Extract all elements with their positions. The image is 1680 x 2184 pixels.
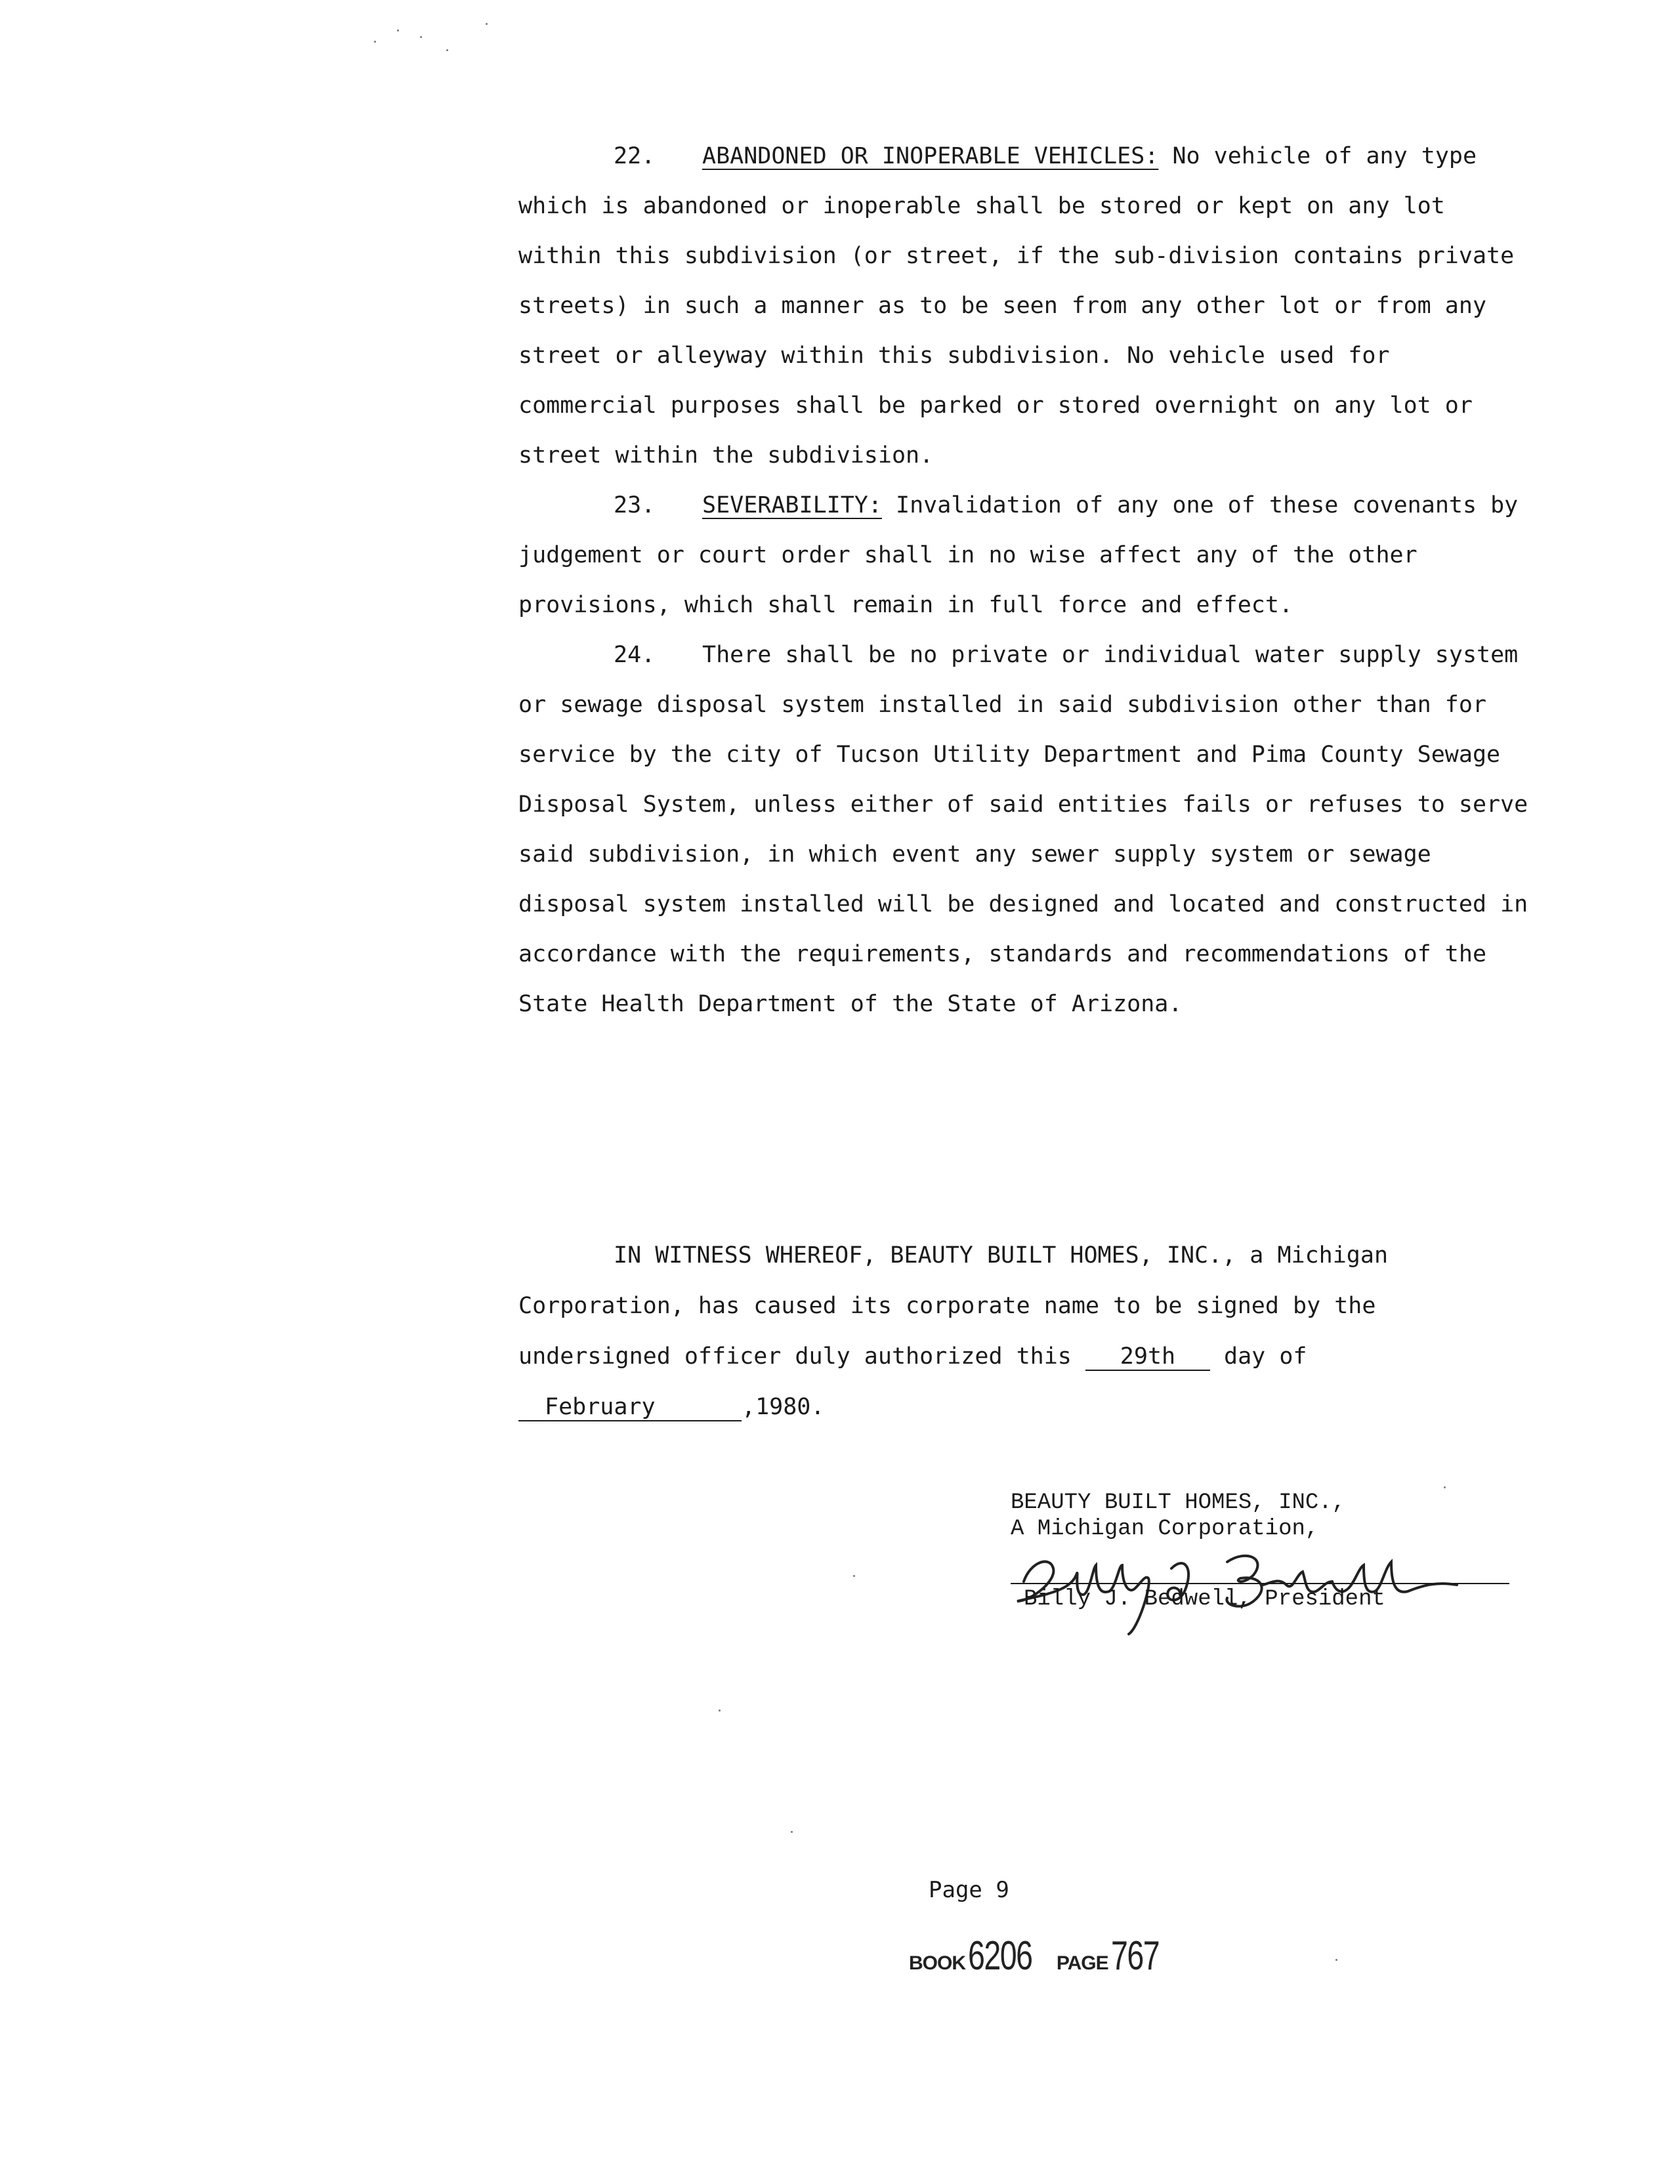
corporation-line: A Michigan Corporation, — [1011, 1517, 1319, 1542]
covenants-body — [518, 131, 1529, 1029]
book-label: BOOK — [909, 1952, 965, 1974]
scan-speck — [1444, 1486, 1446, 1488]
scan-speck — [1335, 1959, 1337, 1961]
scan-speck — [374, 41, 376, 43]
scan-speck — [486, 23, 488, 25]
paragraph-text: There shall be no private or individual water supply system or sewage disposal system installed in said subdivision other than for service by the city of Tucson Utility Department and Pima County Sewage Disposal System, unless either of said entities fails or refuses to serve said subdivision, in which event any sewer supply system or sewage disposal system installed will be designed and located and constructed in accordance with the requirements, standards and recommendations of the State Health Department of the State of Arizona. — [518, 642, 1528, 1017]
day-blank: 29th — [1085, 1343, 1210, 1371]
witness-clause — [518, 1230, 1529, 1433]
signer-name: Billy J. Bedwell, President — [1024, 1587, 1385, 1612]
paragraph-24 — [518, 630, 1529, 1029]
scan-speck — [791, 1831, 793, 1833]
company-name: BEAUTY BUILT HOMES, INC., — [1011, 1490, 1346, 1515]
paragraph-number: 24. — [614, 642, 656, 668]
paragraph-text: No vehicle of any type which is abandoned or inoperable shall be stored or kept on any lot within this subdivision (or street, if the sub-division contains private streets) in such a manner as to be seen from any other lot or from any street or alleyway within this subdivision. No vehicle used for commercial purposes shall be parked or stored overnight on any lot or street within the subdivision. — [518, 143, 1515, 469]
page-stamp-label: PAGE — [1056, 1952, 1108, 1974]
paragraph-number: 22. — [614, 143, 656, 169]
paragraph-number: 23. — [614, 492, 656, 518]
book-page-stamp — [909, 1933, 1175, 1979]
book-number: 6206 — [968, 1933, 1032, 1979]
witness-paragraph — [518, 1230, 1529, 1382]
page-number: Page 9 — [929, 1877, 1009, 1903]
witness-text: IN WITNESS WHEREOF, BEAUTY BUILT HOMES, INC., a Michigan Corporation, has caused its corporate name to be signed by the undersigned officer duly authorized this — [518, 1242, 1389, 1370]
paragraph-text: Invalidation of any one of these covenants by judgement or court order shall in no wise affect any of the other provisions, which shall remain in full force and effect. — [518, 492, 1519, 618]
paragraph-23 — [518, 480, 1529, 630]
scan-speck — [719, 1710, 721, 1712]
month-blank: February — [518, 1394, 742, 1421]
paragraph-heading: SEVERABILITY: — [702, 492, 882, 518]
scan-speck — [397, 30, 399, 32]
paragraph-22 — [518, 131, 1529, 480]
witness-day-of: day of — [1224, 1343, 1307, 1370]
witness-date-line — [518, 1382, 1529, 1433]
scan-speck — [853, 1575, 855, 1577]
signature-line — [1011, 1583, 1509, 1584]
paragraph-heading: ABANDONED OR INOPERABLE VEHICLES: — [702, 143, 1159, 169]
scan-speck — [420, 36, 422, 38]
year-text: ,1980. — [742, 1394, 825, 1420]
page-stamp-number: 767 — [1111, 1933, 1160, 1979]
scan-speck — [446, 49, 448, 51]
